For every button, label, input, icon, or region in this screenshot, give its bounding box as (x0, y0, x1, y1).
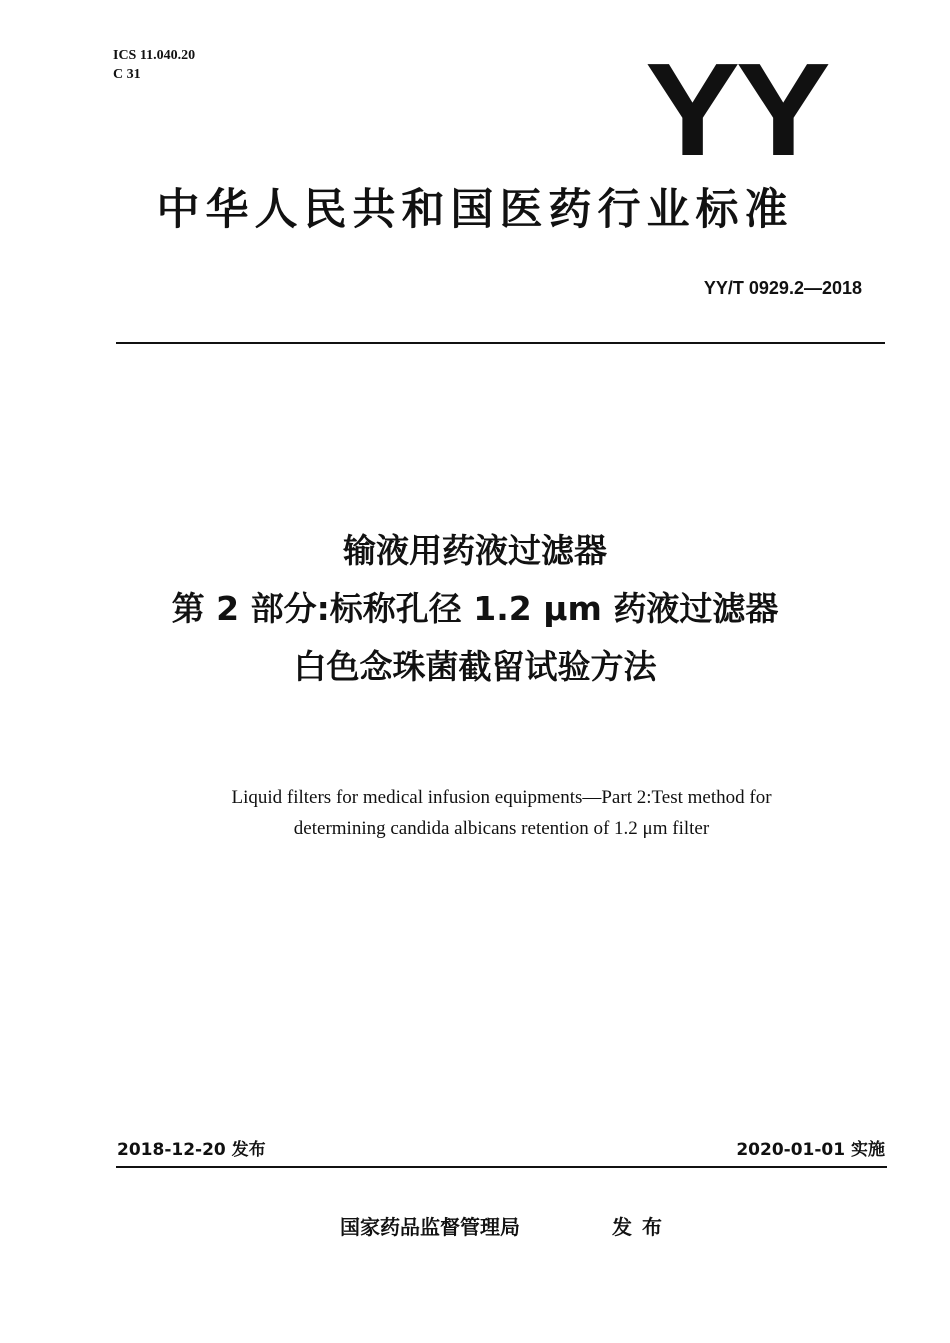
classification-codes (113, 46, 195, 84)
issue-date: 2018-12-20 发布 (117, 1140, 266, 1160)
chinese-title-line-1: 输液用药液过滤器 (343, 531, 607, 570)
implementation-date: 2020-01-01 实施 (736, 1140, 885, 1160)
issuing-authority: 国家药品监督管理局 (340, 1215, 520, 1239)
issuing-action: 发布 (612, 1215, 672, 1239)
ccs-code: C 31 (113, 67, 141, 82)
standard-category-title: 中华人民共和国医药行业标准 (156, 185, 794, 235)
footer-divider (116, 1166, 887, 1168)
header-divider (116, 342, 885, 344)
standard-number: YY/T 0929.2—2018 (703, 278, 862, 298)
chinese-title-line-3: 白色念珠菌截留试验方法 (293, 647, 657, 686)
english-title-line-2: determining candida albicans retention of 1.2 μm filter (293, 818, 710, 839)
english-title (0, 782, 950, 844)
ics-code: ICS 11.040.20 (113, 48, 196, 63)
yy-logo: YY (645, 36, 827, 183)
chinese-title (0, 522, 950, 696)
chinese-title-line-2: 第 2 部分:标称孔径 1.2 μm 药液过滤器 (171, 589, 779, 628)
english-title-line-1: Liquid filters for medical infusion equipments—Part 2:Test method for (231, 787, 772, 808)
